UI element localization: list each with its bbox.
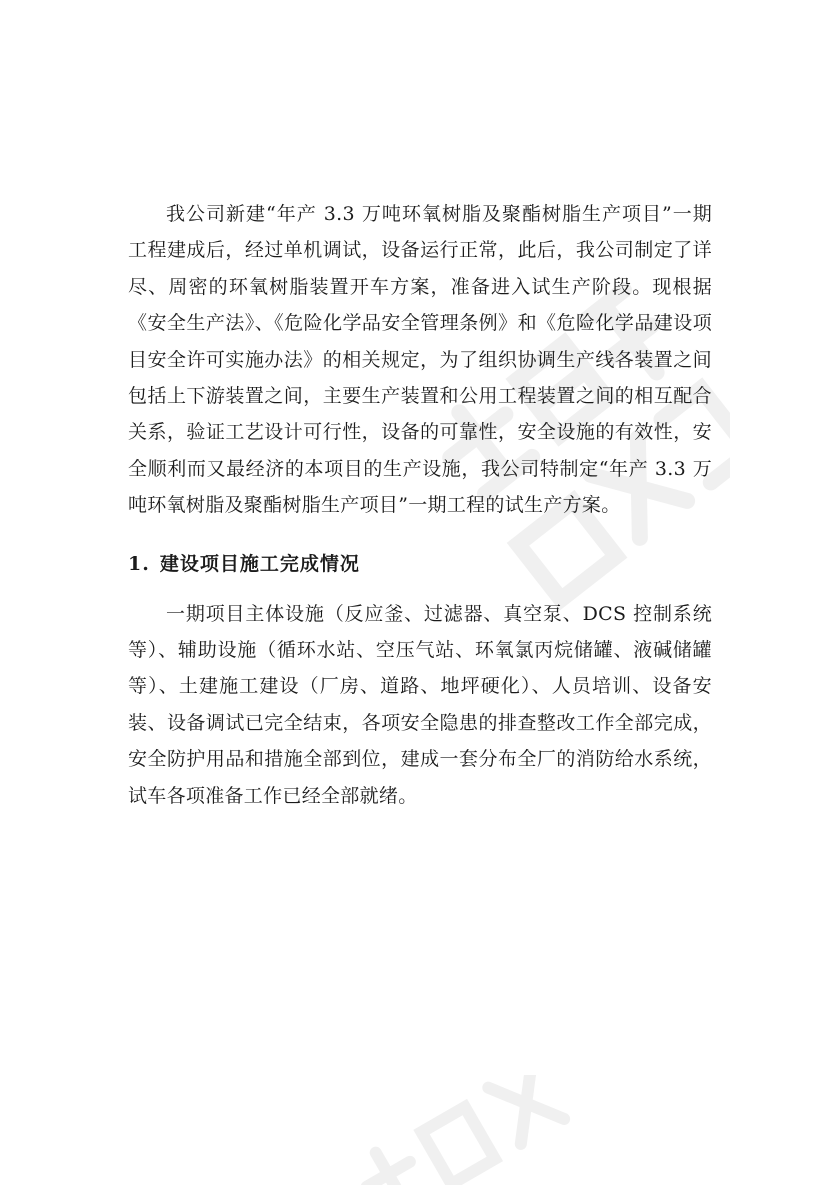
section-title: 建设项目施工完成情况 [159,552,360,575]
section-number: 1. [128,552,150,575]
section-paragraph: 一期项目主体设施（反应釜、过滤器、真空泵、DCS 控制系统等）、辅助设施（循环水站、空压气站、环氧氯丙烷储罐、液碱储罐等）、土建施工建设（厂房、道路、地坪硬化）、人员培训、设备安装、设备调试已完全结束，各项安全隐患的排查整改工作全部完成，安全防护用品和措施全部到位，建成一套分布全厂的消防给水系统，试车各项准备工作已经全部就绪。 [128,602,712,807]
section-heading [128,546,712,582]
document-body [128,196,712,814]
intro-paragraph: 我公司新建“年产 3.3 万吨环氧树脂及聚酯树脂生产项目”一期工程建成后，经过单机调试，设备运行正常，此后，我公司制定了详尽、周密的环氧树脂装置开车方案，准备进入试生产阶段。现根据《安全生产法》、《危险化学品安全管理条例》和《危险化学品建设项目安全许可实施办法》的相关规定，为了组织协调生产线各装置之间包括上下游装置之间，主要生产装置和公用工程装置之间的相互配合关系，验证工艺设计可行性，设备的可靠性，安全设施的有效性，安全顺利而又最经济的本项目的生产设施，我公司特制定“年产 3.3 万吨环氧树脂及聚酯树脂生产项目”一期工程的试生产方案。 [128,203,712,517]
watermark-graphic-lower [330,1075,580,1185]
